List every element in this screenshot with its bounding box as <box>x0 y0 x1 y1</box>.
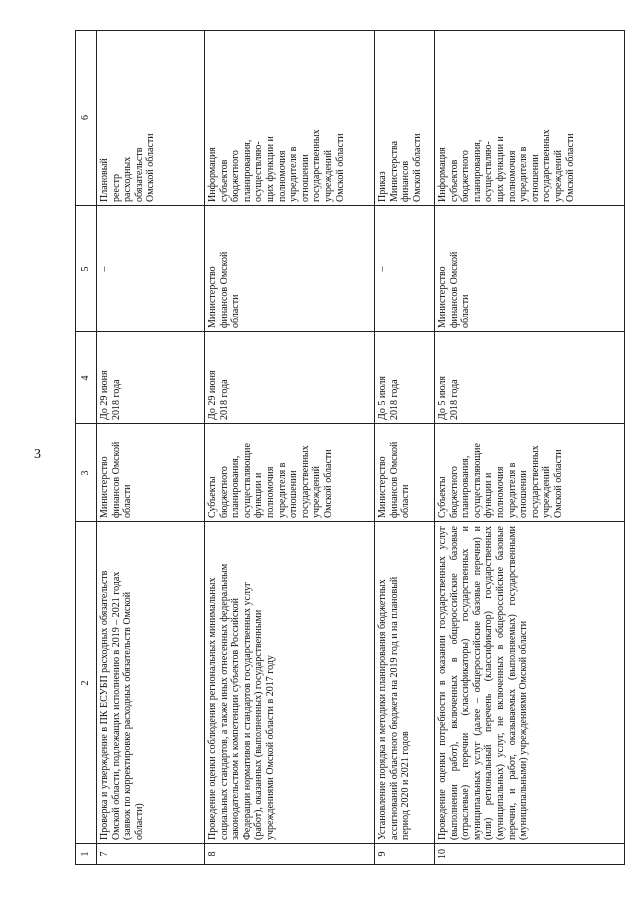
activity-cell: Проверка и утверждение в ПК ЕСУБП расходных обязательств Омской области, подлежащих исполнению в 2019 – 2021 годах (заявок по корректировке расходных обязательств Омской области) <box>99 570 145 840</box>
recipient-cell: – <box>99 266 110 272</box>
header-col-1: 1 <box>80 851 91 857</box>
result-cell: Информация субъектов бюджетного планирования, осуществляю- щих функции и полномочия учредителя в отношении государственных учреждений Омской области <box>437 129 576 202</box>
header-col-2: 2 <box>80 680 91 686</box>
header-col-6: 6 <box>80 115 91 120</box>
row-number: 7 <box>99 851 110 857</box>
row-number: 10 <box>437 849 448 859</box>
result-cell: Приказ Министерства финансов Омской области <box>377 133 423 202</box>
deadline-cell: До 5 июля 2018 года <box>437 376 460 420</box>
recipient-cell: Министерство финансов Омской области <box>437 251 472 328</box>
page-number: 3 <box>34 447 41 462</box>
recipient-cell: – <box>377 266 388 272</box>
activity-cell: Проведение оценки соблюдения региональных минимальных социальных стандартов, а также иных отнесенных федеральным законодательством к компетенции субъектов Российской Федерации нормативов и стандартов государственных услуг (работ), оказанных (выполненных) государственными учреждениями Омской области в 2017 году <box>207 563 276 840</box>
recipient-cell: Министерство финансов Омской области <box>207 251 242 328</box>
row-number: 8 <box>207 851 218 857</box>
table-viewport <box>75 30 625 865</box>
result-cell: Информация субъектов бюджетного планирования, осуществляю- щих функции и полномочия учредителя в отношении государственных учреждений Омской области <box>207 129 346 202</box>
responsible-cell: Субъекты бюджетного планирования, осуществляющие функции и полномочия учредителя в отношении государственных учреждений Омской области <box>437 443 564 518</box>
header-col-3: 3 <box>80 470 91 476</box>
result-cell: Плановый реестр расходных обязательств Омской области <box>99 133 157 202</box>
deadline-cell: До 5 июля 2018 года <box>377 376 400 420</box>
activity-cell: Проведение оценки потребности в оказании государственных услуг (выполнении работ), включенных в общероссийские базовые (отраслевые) перечни (классификаторы) государственных и муниципальных услуг (далее – общероссийские базовые перечни) и (или) региональный перечень (классификатор) государственных (муниципальных) услуг, не включенных в общероссийские базовые перечни, и работ, оказываемых (выполняемых) государственными (муниципальными) учреждениями Омской области <box>437 526 530 840</box>
row-number: 9 <box>377 851 388 857</box>
header-col-4: 4 <box>80 375 91 381</box>
header-col-5: 5 <box>80 266 91 272</box>
responsible-cell: Министерство финансов Омской области <box>99 441 134 518</box>
responsible-cell: Субъекты бюджетного планирования, осуществляющие функции и полномочия учредителя в отношении государственных учреждений Омской области <box>207 443 334 518</box>
deadline-cell: До 29 июня 2018 года <box>99 370 122 420</box>
measures-table <box>75 30 625 865</box>
deadline-cell: До 29 июня 2018 года <box>207 370 230 420</box>
responsible-cell: Министерство финансов Омской области <box>377 441 412 518</box>
activity-cell: Установление порядка и методики планирования бюджетных ассигнований областного бюджета на 2019 год и на плановый период 2020 и 2021 годов <box>377 576 412 840</box>
